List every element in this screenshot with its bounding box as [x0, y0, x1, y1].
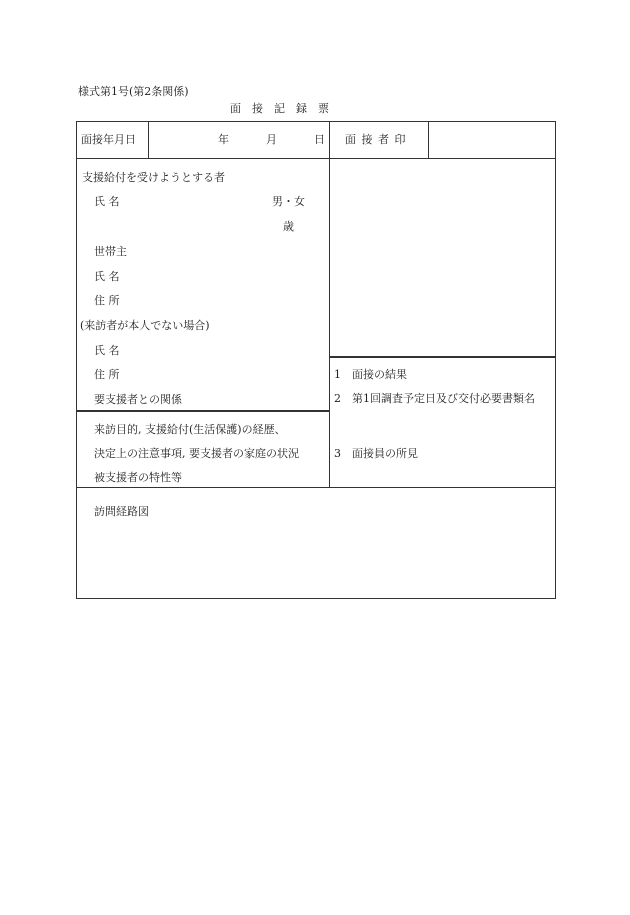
table-border-bottom — [76, 598, 556, 599]
visitor-address-label: 住 所 — [94, 368, 120, 381]
table-border-right — [555, 121, 556, 599]
interviewer-seal-label: 面 接 者 印 — [345, 133, 407, 146]
result-item-1: 1 面接の結果 — [334, 368, 407, 381]
applicant-name-label: 氏 名 — [94, 195, 120, 208]
gender-options: 男・女 — [272, 195, 305, 208]
day-label: 日 — [314, 133, 325, 146]
purpose-line-2: 決定上の注意事項, 要支援者の家庭の状況 — [94, 447, 299, 460]
form-number: 様式第1号(第2条関係) — [78, 85, 189, 98]
result-item-2: 2 第1回調査予定日及び交付必要書類名 — [334, 392, 535, 405]
form-title: 面 接 記 録 票 — [230, 102, 329, 115]
year-label: 年 — [218, 133, 229, 146]
table-row-divider — [76, 487, 556, 488]
interview-date-label: 面接年月日 — [81, 133, 136, 146]
route-map-label: 訪問経路図 — [94, 505, 149, 518]
result-item-3: 3 面接員の所見 — [334, 447, 418, 460]
household-head-address-label: 住 所 — [94, 294, 120, 307]
table-border-left — [76, 121, 77, 599]
applicant-heading: 支援給付を受けようとする者 — [82, 171, 225, 184]
age-suffix: 歳 — [283, 220, 294, 233]
cell-divider-date-label — [148, 121, 149, 158]
cell-divider-seal-label — [428, 121, 429, 158]
purpose-line-3: 被支援者の特性等 — [94, 471, 182, 484]
table-row-divider — [76, 158, 556, 159]
visitor-name-label: 氏 名 — [94, 344, 120, 357]
section-divider-left — [76, 410, 329, 412]
purpose-line-1: 来訪目的, 支援給付(生活保護)の経歴、 — [94, 423, 286, 436]
relation-label: 要支援者との関係 — [94, 393, 182, 406]
household-head-name-label: 氏 名 — [94, 270, 120, 283]
column-divider-center — [329, 121, 330, 487]
month-label: 月 — [266, 133, 277, 146]
section-divider-right — [329, 356, 556, 358]
visitor-heading: (来訪者が本人でない場合) — [80, 319, 210, 332]
household-head-label: 世帯主 — [94, 245, 127, 258]
